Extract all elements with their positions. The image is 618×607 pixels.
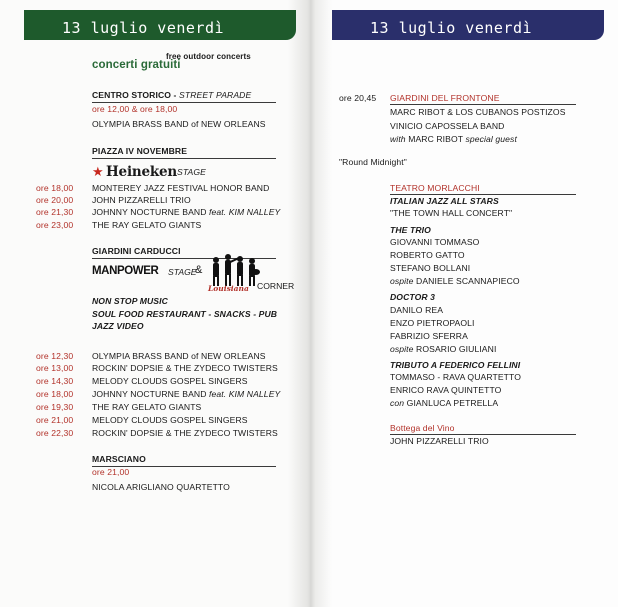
- carducci-heading: GIARDINI CARDUCCI: [92, 246, 181, 256]
- marsciano-act: NICOLA ARIGLIANO QUARTETTO: [92, 482, 230, 492]
- centro-storico-time: ore 12,00 & ore 18,00: [92, 104, 178, 114]
- group-guest: ospite ROSARIO GIULIANI: [390, 344, 497, 354]
- piazza-row-act: JOHNNY NOCTURNE BAND feat. KIM NALLEY: [92, 207, 281, 217]
- group-member: FABRIZIO SFERRA: [390, 331, 468, 341]
- piazza-row-act: JOHN PIZZARELLI TRIO: [92, 195, 191, 205]
- group-name: TRIBUTO A FEDERICO FELLINI: [390, 360, 521, 370]
- marsciano-heading: MARSCIANO: [92, 454, 146, 464]
- group-member: ROBERTO GATTO: [390, 250, 465, 260]
- ampersand: &: [195, 264, 203, 276]
- carducci-row-act: JOHNNY NOCTURNE BAND feat. KIM NALLEY: [92, 389, 281, 399]
- free-concerts-english: free outdoor concerts: [166, 52, 251, 61]
- carducci-row-time: ore 19,30: [36, 402, 74, 412]
- jazz-band-silhouette-icon: [208, 252, 260, 288]
- carducci-row-act: ROCKIN' DOPSIE & THE ZYDECO TWISTERS: [92, 428, 278, 438]
- group-member: TOMMASO - RAVA QUARTETTO: [390, 372, 522, 382]
- left-date-title: 13 luglio venerdì: [62, 19, 225, 37]
- manpower-stage-label: STAGE: [168, 267, 197, 277]
- piazza-row-time: ore 23,00: [36, 220, 74, 230]
- carducci-row-time: ore 22,30: [36, 428, 74, 438]
- free-concerts-italian: concerti gratuiti: [92, 59, 181, 71]
- carducci-row-act: MELODY CLOUDS GOSPEL SINGERS: [92, 376, 248, 386]
- piazza-row-time: ore 20,00: [36, 195, 74, 205]
- group-member: GIOVANNI TOMMASO: [390, 237, 480, 247]
- bottega-rule: [390, 434, 576, 435]
- group-member: ENRICO RAVA QUINTETTO: [390, 385, 502, 395]
- carducci-row-time: ore 12,30: [36, 351, 74, 361]
- town-hall-subtitle: "THE TOWN HALL CONCERT": [390, 208, 513, 218]
- carducci-feature: SOUL FOOD RESTAURANT - SNACKS - PUB: [92, 309, 278, 319]
- centro-storico-act: OLYMPIA BRASS BAND of NEW ORLEANS: [92, 119, 266, 129]
- heineken-stage-label: STAGE: [177, 167, 206, 177]
- group-member: ENZO PIETROPAOLI: [390, 318, 475, 328]
- frontone-guest-line: with MARC RIBOT special guest: [390, 134, 517, 144]
- right-date-title: 13 luglio venerdì: [370, 19, 533, 37]
- carducci-row-time: ore 21,00: [36, 415, 74, 425]
- morlacchi-venue: TEATRO MORLACCHI: [390, 183, 480, 193]
- frontone-act: MARC RIBOT & LOS CUBANOS POSTIZOS: [390, 107, 566, 117]
- carducci-row-act: THE RAY GELATO GIANTS: [92, 402, 202, 412]
- group-name: THE TRIO: [390, 225, 431, 235]
- piazza-row-time: ore 18,00: [36, 183, 74, 193]
- centro-storico-heading: [92, 90, 251, 101]
- left-date-tab: [24, 10, 296, 40]
- carducci-row-time: ore 14,30: [36, 376, 74, 386]
- centro-storico-rule: [92, 102, 276, 103]
- louisiana-logo: Louisiana: [208, 284, 249, 293]
- frontone-venue: GIARDINI DEL FRONTONE: [390, 93, 500, 103]
- right-date-tab: [332, 10, 604, 40]
- group-member: STEFANO BOLLANI: [390, 263, 471, 273]
- frontone-act: VINICIO CAPOSSELA BAND: [390, 121, 505, 131]
- group-member: DANILO REA: [390, 305, 444, 315]
- piazza-row-act: THE RAY GELATO GIANTS: [92, 220, 202, 230]
- carducci-row-time: ore 18,00: [36, 389, 74, 399]
- carducci-row-act: ROCKIN' DOPSIE & THE ZYDECO TWISTERS: [92, 363, 278, 373]
- heineken-logo: Heineken: [106, 164, 178, 180]
- centro-storico-label: CENTRO STORICO -: [92, 90, 180, 100]
- bottega-venue: Bottega del Vino: [390, 423, 455, 433]
- piazza-rule: [92, 158, 276, 159]
- piazza-row-act: MONTEREY JAZZ FESTIVAL HONOR BAND: [92, 183, 270, 193]
- heineken-star-icon: ★: [92, 164, 104, 179]
- frontone-rule: [390, 104, 576, 105]
- group-name: DOCTOR 3: [390, 292, 436, 302]
- carducci-feature: JAZZ VIDEO: [92, 321, 144, 331]
- all-stars-title: ITALIAN JAZZ ALL STARS: [390, 196, 499, 206]
- street-parade-label: STREET PARADE: [179, 90, 252, 100]
- group-guest: ospite DANIELE SCANNAPIECO: [390, 276, 520, 286]
- piazza-row-time: ore 21,30: [36, 207, 74, 217]
- piazza-heading: PIAZZA IV NOVEMBRE: [92, 146, 188, 156]
- round-midnight-label: "Round Midnight": [339, 157, 407, 167]
- group-guest: con GIANLUCA PETRELLA: [390, 398, 499, 408]
- louisiana-corner-label: CORNER: [257, 281, 295, 291]
- page-spine: [288, 0, 332, 607]
- carducci-row-time: ore 13,00: [36, 363, 74, 373]
- carducci-row-act: MELODY CLOUDS GOSPEL SINGERS: [92, 415, 248, 425]
- manpower-logo: MANPOWER: [92, 265, 159, 277]
- right-page: [309, 0, 618, 607]
- carducci-feature: NON STOP MUSIC: [92, 296, 168, 306]
- bottega-act: JOHN PIZZARELLI TRIO: [390, 436, 489, 446]
- frontone-time: ore 20,45: [339, 93, 377, 103]
- marsciano-time: ore 21,00: [92, 467, 130, 477]
- morlacchi-rule: [390, 194, 576, 195]
- carducci-row-act: OLYMPIA BRASS BAND of NEW ORLEANS: [92, 351, 266, 361]
